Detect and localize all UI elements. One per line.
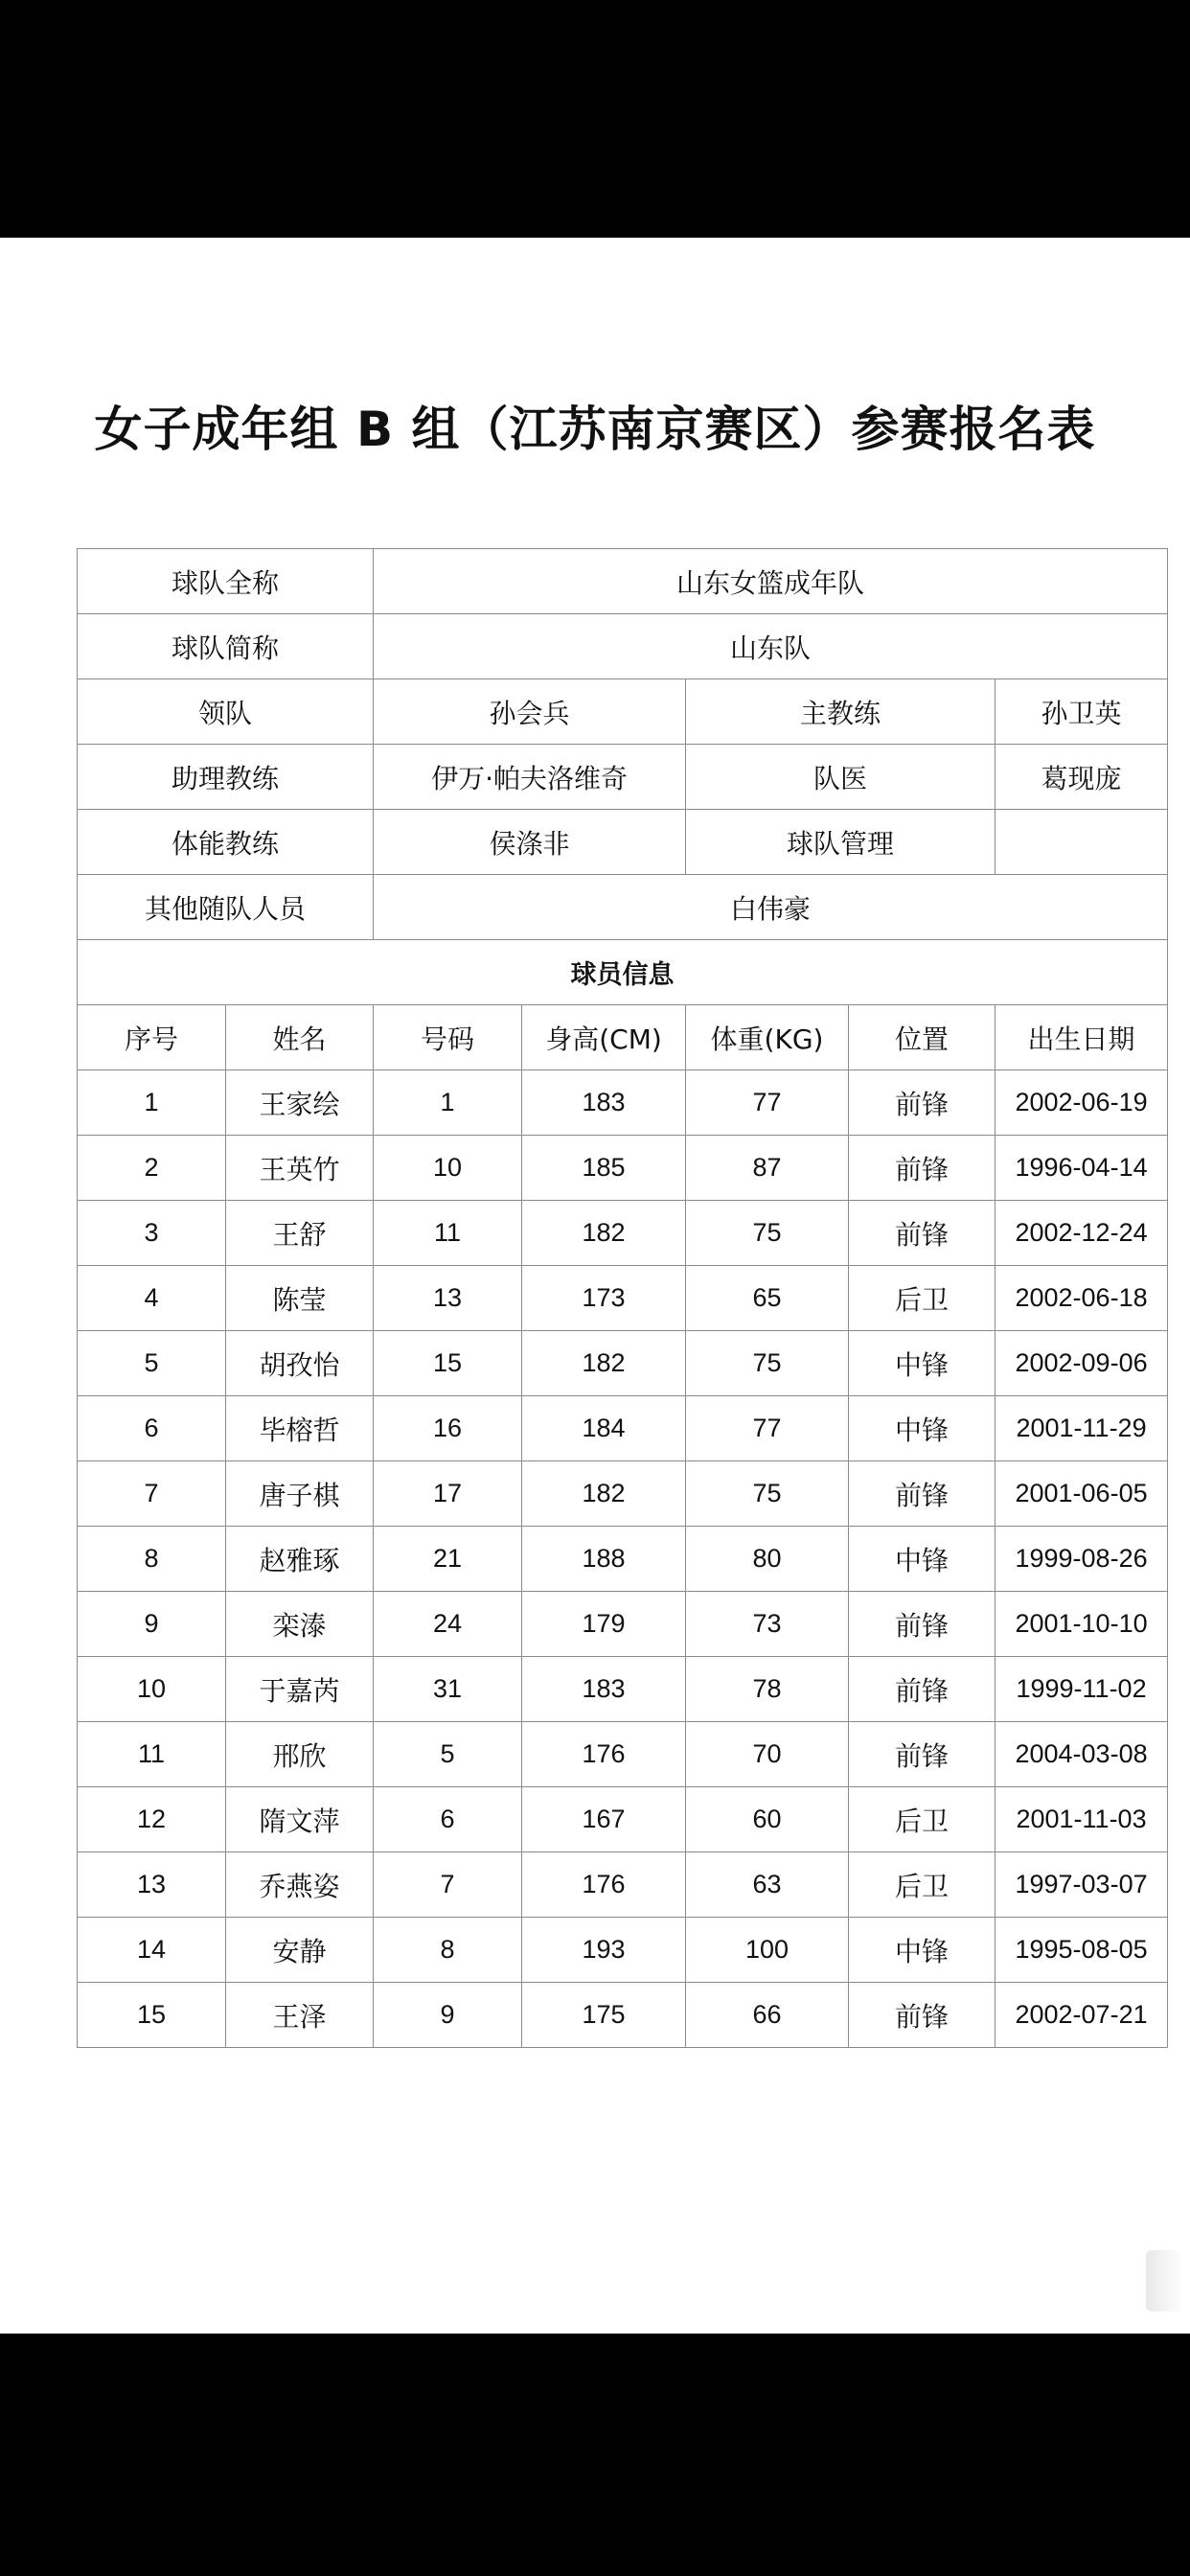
player-name: 唐子棋	[226, 1461, 374, 1527]
player-index: 11	[78, 1722, 226, 1787]
player-name: 毕榕哲	[226, 1396, 374, 1461]
fitness-manager-row	[78, 810, 1168, 875]
player-weight: 73	[686, 1592, 849, 1657]
player-position: 前锋	[849, 1461, 995, 1527]
player-height: 183	[522, 1070, 686, 1136]
assistant-coach-label: 助理教练	[78, 745, 374, 810]
player-weight: 100	[686, 1918, 849, 1983]
player-index: 4	[78, 1266, 226, 1331]
team-full-name-label: 球队全称	[78, 549, 374, 614]
player-number: 21	[374, 1527, 522, 1592]
player-name: 王舒	[226, 1201, 374, 1266]
player-position: 前锋	[849, 1657, 995, 1722]
player-birthdate: 2004-03-08	[995, 1722, 1168, 1787]
other-staff-row	[78, 875, 1168, 940]
player-birthdate: 1997-03-07	[995, 1852, 1168, 1918]
player-weight: 63	[686, 1852, 849, 1918]
player-height: 183	[522, 1657, 686, 1722]
player-name: 赵雅琢	[226, 1527, 374, 1592]
head-coach-label: 主教练	[686, 679, 995, 745]
column-header: 体重(KG)	[686, 1005, 849, 1070]
team-short-name-value: 山东队	[374, 614, 1168, 679]
player-index: 10	[78, 1657, 226, 1722]
player-name: 隋文萍	[226, 1787, 374, 1852]
player-birthdate: 2001-11-03	[995, 1787, 1168, 1852]
table-row	[78, 1527, 1168, 1592]
column-header: 姓名	[226, 1005, 374, 1070]
table-row	[78, 1722, 1168, 1787]
table-row	[78, 1918, 1168, 1983]
player-birthdate: 1996-04-14	[995, 1136, 1168, 1201]
player-position: 前锋	[849, 1983, 995, 2048]
player-weight: 60	[686, 1787, 849, 1852]
player-weight: 70	[686, 1722, 849, 1787]
player-birthdate: 1995-08-05	[995, 1918, 1168, 1983]
fitness-coach-label: 体能教练	[78, 810, 374, 875]
other-staff-value: 白伟豪	[374, 875, 1168, 940]
table-row	[78, 1461, 1168, 1527]
player-index: 13	[78, 1852, 226, 1918]
player-height: 176	[522, 1722, 686, 1787]
player-height: 167	[522, 1787, 686, 1852]
document-page	[0, 238, 1190, 2334]
leader-coach-row	[78, 679, 1168, 745]
player-position: 前锋	[849, 1070, 995, 1136]
player-index: 7	[78, 1461, 226, 1527]
player-name: 于嘉芮	[226, 1657, 374, 1722]
player-weight: 66	[686, 1983, 849, 2048]
player-height: 184	[522, 1396, 686, 1461]
player-number: 1	[374, 1070, 522, 1136]
column-header: 身高(CM)	[522, 1005, 686, 1070]
leader-value: 孙会兵	[374, 679, 686, 745]
team-short-name-row	[78, 614, 1168, 679]
player-number: 11	[374, 1201, 522, 1266]
player-position: 中锋	[849, 1331, 995, 1396]
page-title: 女子成年组 B 组（江苏南京赛区）参赛报名表	[94, 402, 1096, 457]
player-name: 栾溙	[226, 1592, 374, 1657]
player-position: 前锋	[849, 1592, 995, 1657]
table-row	[78, 1331, 1168, 1396]
team-doctor-label: 队医	[686, 745, 995, 810]
player-name: 邢欣	[226, 1722, 374, 1787]
table-row	[78, 1070, 1168, 1136]
player-number: 24	[374, 1592, 522, 1657]
player-name: 安静	[226, 1918, 374, 1983]
player-position: 中锋	[849, 1396, 995, 1461]
player-weight: 87	[686, 1136, 849, 1201]
team-full-name-value: 山东女篮成年队	[374, 549, 1168, 614]
player-position: 中锋	[849, 1918, 995, 1983]
table-row	[78, 1657, 1168, 1722]
player-weight: 75	[686, 1331, 849, 1396]
player-weight: 75	[686, 1201, 849, 1266]
player-position: 后卫	[849, 1787, 995, 1852]
player-index: 9	[78, 1592, 226, 1657]
player-height: 179	[522, 1592, 686, 1657]
player-index: 3	[78, 1201, 226, 1266]
player-index: 6	[78, 1396, 226, 1461]
players-section-heading: 球员信息	[78, 940, 1168, 1005]
player-position: 后卫	[849, 1852, 995, 1918]
player-position: 前锋	[849, 1136, 995, 1201]
players-header-row	[78, 1005, 1168, 1070]
player-birthdate: 2002-06-19	[995, 1070, 1168, 1136]
player-height: 182	[522, 1201, 686, 1266]
team-doctor-value: 葛现庞	[995, 745, 1168, 810]
player-number: 17	[374, 1461, 522, 1527]
player-index: 1	[78, 1070, 226, 1136]
player-position: 前锋	[849, 1201, 995, 1266]
assistant-doctor-row	[78, 745, 1168, 810]
player-height: 188	[522, 1527, 686, 1592]
player-weight: 75	[686, 1461, 849, 1527]
player-height: 182	[522, 1461, 686, 1527]
player-birthdate: 2001-11-29	[995, 1396, 1168, 1461]
player-birthdate: 2002-06-18	[995, 1266, 1168, 1331]
player-height: 182	[522, 1331, 686, 1396]
leader-label: 领队	[78, 679, 374, 745]
player-index: 5	[78, 1331, 226, 1396]
player-birthdate: 2002-12-24	[995, 1201, 1168, 1266]
player-number: 7	[374, 1852, 522, 1918]
table-row	[78, 1136, 1168, 1201]
player-height: 193	[522, 1918, 686, 1983]
player-number: 6	[374, 1787, 522, 1852]
player-name: 王英竹	[226, 1136, 374, 1201]
player-name: 胡孜怡	[226, 1331, 374, 1396]
player-height: 175	[522, 1983, 686, 2048]
player-birthdate: 1999-11-02	[995, 1657, 1168, 1722]
fitness-coach-value: 侯涤非	[374, 810, 686, 875]
player-birthdate: 2002-09-06	[995, 1331, 1168, 1396]
player-index: 15	[78, 1983, 226, 2048]
player-number: 13	[374, 1266, 522, 1331]
team-short-name-label: 球队简称	[78, 614, 374, 679]
player-height: 176	[522, 1852, 686, 1918]
player-index: 2	[78, 1136, 226, 1201]
table-row	[78, 1592, 1168, 1657]
player-number: 9	[374, 1983, 522, 2048]
player-birthdate: 2001-06-05	[995, 1461, 1168, 1527]
player-position: 前锋	[849, 1722, 995, 1787]
players-section-row	[78, 940, 1168, 1005]
player-number: 16	[374, 1396, 522, 1461]
player-index: 8	[78, 1527, 226, 1592]
team-full-name-row	[78, 549, 1168, 614]
scroll-indicator[interactable]	[1146, 2250, 1184, 2312]
player-birthdate: 1999-08-26	[995, 1527, 1168, 1592]
table-row	[78, 1396, 1168, 1461]
table-row	[78, 1787, 1168, 1852]
player-birthdate: 2002-07-21	[995, 1983, 1168, 2048]
table-row	[78, 1852, 1168, 1918]
player-weight: 77	[686, 1396, 849, 1461]
player-weight: 77	[686, 1070, 849, 1136]
head-coach-value: 孙卫英	[995, 679, 1168, 745]
player-position: 后卫	[849, 1266, 995, 1331]
registration-table	[77, 548, 1168, 2048]
column-header: 序号	[78, 1005, 226, 1070]
player-number: 10	[374, 1136, 522, 1201]
player-birthdate: 2001-10-10	[995, 1592, 1168, 1657]
player-index: 14	[78, 1918, 226, 1983]
player-name: 乔燕姿	[226, 1852, 374, 1918]
column-header: 号码	[374, 1005, 522, 1070]
player-weight: 80	[686, 1527, 849, 1592]
team-manager-value	[995, 810, 1168, 875]
team-manager-label: 球队管理	[686, 810, 995, 875]
player-name: 陈莹	[226, 1266, 374, 1331]
player-weight: 78	[686, 1657, 849, 1722]
player-weight: 65	[686, 1266, 849, 1331]
team-info-body	[78, 549, 1168, 1070]
player-name: 王泽	[226, 1983, 374, 2048]
other-staff-label: 其他随队人员	[78, 875, 374, 940]
players-body	[78, 1070, 1168, 2048]
table-row	[78, 1983, 1168, 2048]
column-header: 出生日期	[995, 1005, 1168, 1070]
player-height: 173	[522, 1266, 686, 1331]
player-name: 王家绘	[226, 1070, 374, 1136]
column-header: 位置	[849, 1005, 995, 1070]
player-number: 5	[374, 1722, 522, 1787]
player-position: 中锋	[849, 1527, 995, 1592]
player-number: 8	[374, 1918, 522, 1983]
table-row	[78, 1266, 1168, 1331]
assistant-coach-value: 伊万·帕夫洛维奇	[374, 745, 686, 810]
player-height: 185	[522, 1136, 686, 1201]
player-number: 31	[374, 1657, 522, 1722]
table-row	[78, 1201, 1168, 1266]
player-number: 15	[374, 1331, 522, 1396]
player-index: 12	[78, 1787, 226, 1852]
